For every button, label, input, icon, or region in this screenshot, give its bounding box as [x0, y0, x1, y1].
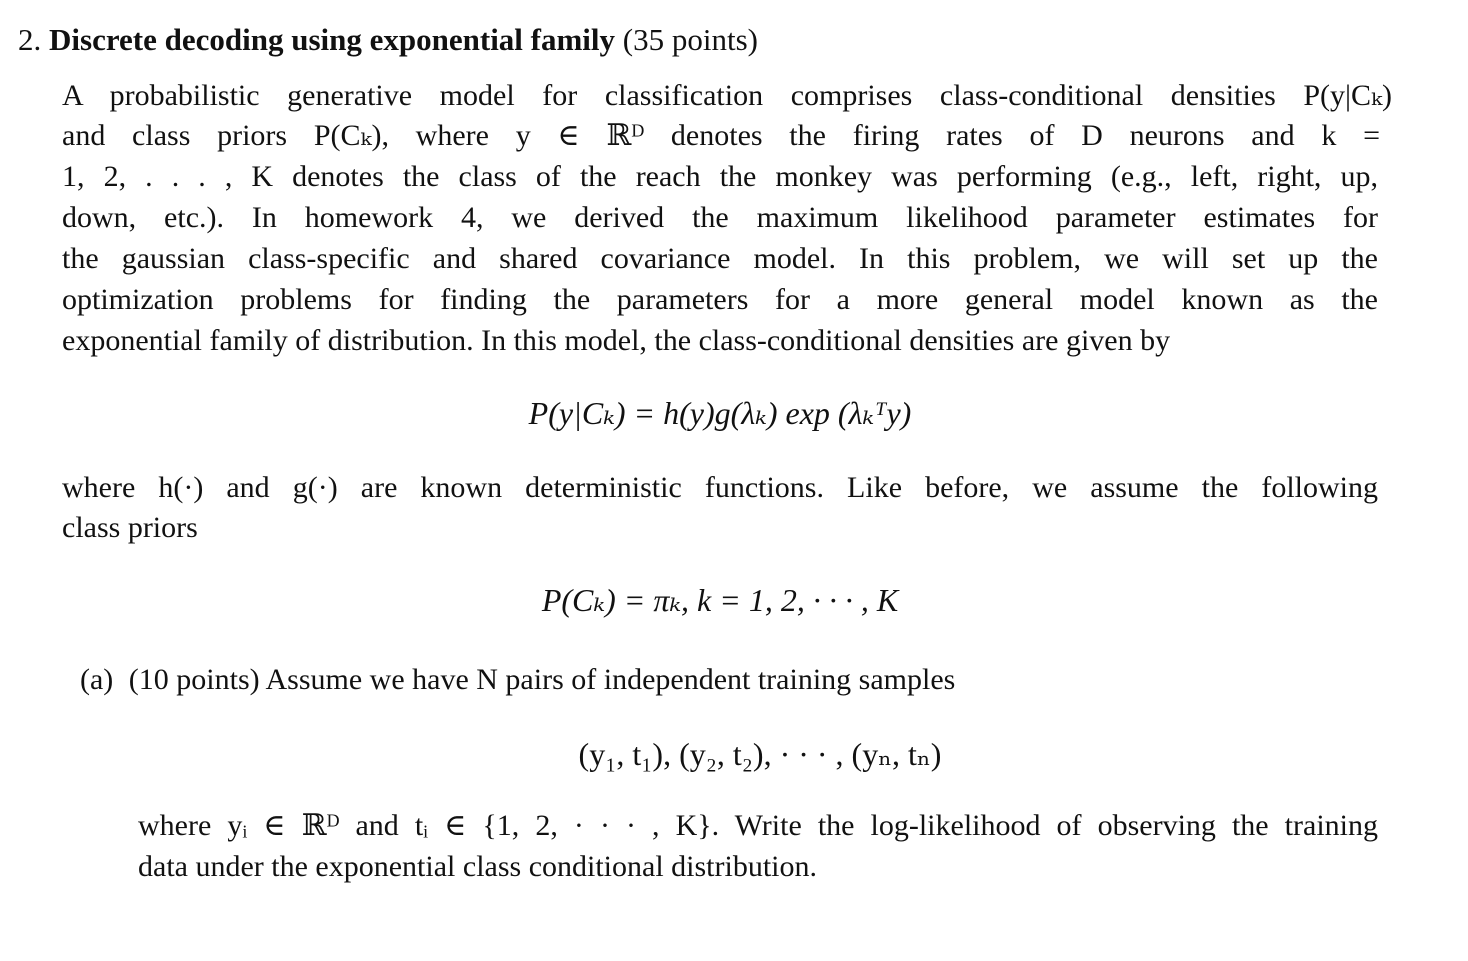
- intro-line-1: A probabilistic generative model for classification comprises class-conditional densities P(y|Cₖ): [62, 79, 1392, 112]
- intro-line-2: and class priors P(Cₖ), where y ∈ ℝᴰ denotes the firing rates of D neurons and k =: [62, 119, 1380, 152]
- middle-line-1: where h(·) and g(·) are known deterministic functions. Like before, we assume the following: [62, 471, 1378, 504]
- part-a-tail-line-2: data under the exponential class conditional distribution.: [138, 850, 817, 883]
- middle-line-2: class priors: [62, 511, 198, 544]
- intro-line-3: 1, 2, . . . , K denotes the class of the reach the monkey was performing (e.g., left, right, up,: [62, 160, 1378, 193]
- problem-points: (35 points): [622, 22, 758, 57]
- part-a-heading: [80, 662, 955, 698]
- part-a-text: Assume we have N pairs of independent training samples: [265, 663, 956, 696]
- intro-line-5: the gaussian class-specific and shared covariance model. In this problem, we will set up the: [62, 242, 1378, 275]
- part-a-label: (a): [80, 663, 114, 696]
- problem-number: 2.: [18, 22, 42, 57]
- problem-title: Discrete decoding using exponential family: [49, 22, 616, 57]
- equation-class-conditional-density: P(y|Cₖ) = h(y)g(λₖ) exp (λₖᵀy): [528, 395, 912, 431]
- intro-line-7: exponential family of distribution. In this model, the class-conditional densities are given by: [62, 324, 1171, 357]
- equation-training-samples: (y₁, t₁), (y₂, t₂), · · · , (yₙ, tₙ): [578, 736, 942, 772]
- equation-class-priors: P(Cₖ) = πₖ, k = 1, 2, · · · , K: [541, 582, 899, 618]
- problem-heading: [18, 22, 758, 58]
- part-a-points: (10 points): [128, 663, 260, 696]
- intro-line-6: optimization problems for finding the parameters for a more general model known as the: [62, 283, 1378, 316]
- part-a-tail-line-1: where yᵢ ∈ ℝᴰ and tᵢ ∈ {1, 2, · · · , K}. Write the log-likelihood of observing the training: [138, 809, 1378, 842]
- intro-line-4: down, etc.). In homework 4, we derived the maximum likelihood parameter estimates for: [62, 201, 1378, 234]
